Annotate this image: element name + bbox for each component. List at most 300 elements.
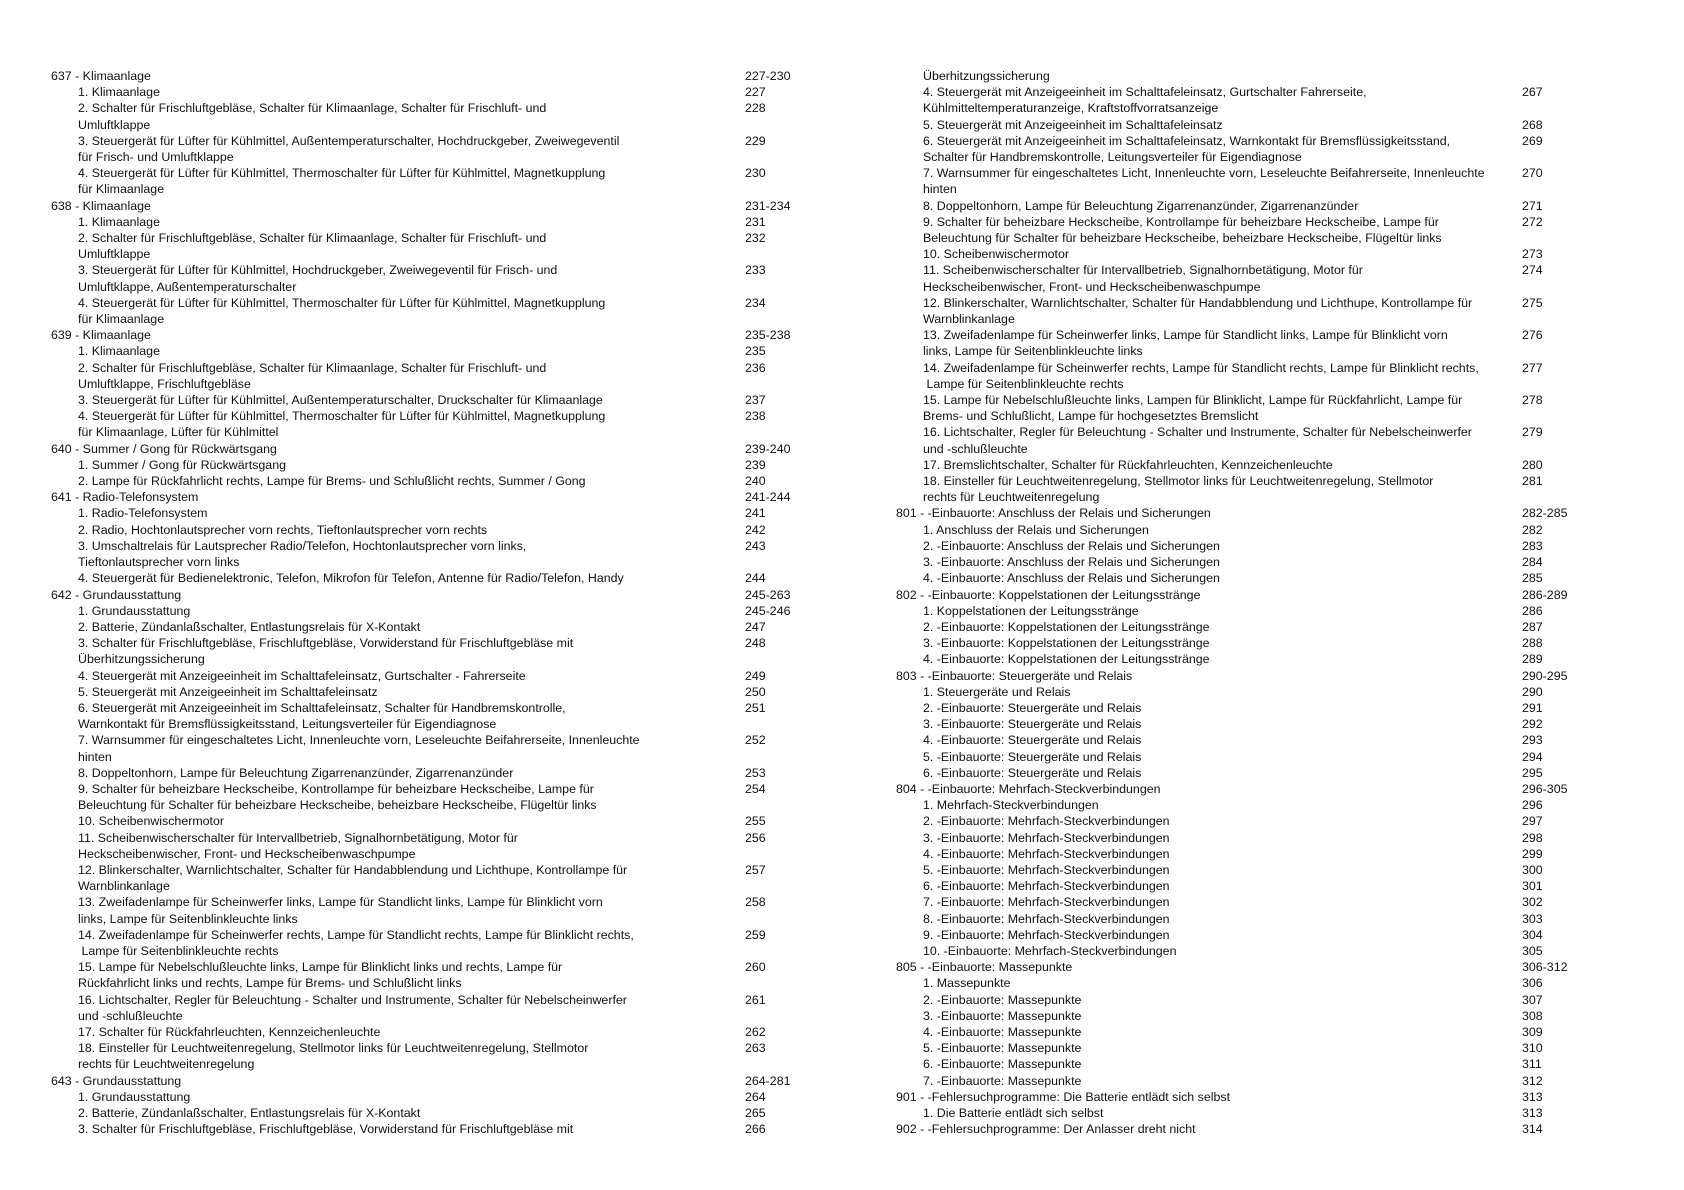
toc-entry-title: 3. -Einbauorte: Koppelstationen der Leitungsstränge — [923, 636, 1210, 651]
toc-subentry — [896, 894, 1636, 910]
toc-right-column — [896, 68, 1636, 1137]
toc-entry-title: 3. -Einbauorte: Massepunkte — [923, 1008, 1082, 1023]
toc-section-entry — [896, 959, 1636, 975]
toc-entry-pages: 239-240 — [745, 441, 791, 456]
toc-subentry — [51, 570, 811, 586]
toc-entry-title: 5. -Einbauorte: Steuergeräte und Relais — [923, 749, 1142, 764]
toc-entry-pages: 306 — [1522, 976, 1543, 991]
toc-subentry — [896, 424, 1636, 456]
toc-subentry — [896, 327, 1636, 359]
toc-subentry — [51, 262, 811, 294]
toc-subentry — [51, 392, 811, 408]
toc-entry-title: 1. Koppelstationen der Leitungsstränge — [923, 603, 1139, 618]
toc-entry-pages: 269 — [1522, 133, 1543, 148]
toc-subentry — [896, 570, 1636, 586]
toc-entry-pages: 261 — [745, 992, 766, 1007]
toc-entry-title: 8. Doppeltonhorn, Lampe für Beleuchtung Zigarrenanzünder, Zigarrenanzünder — [78, 765, 514, 780]
toc-subentry — [51, 473, 811, 489]
toc-subentry — [896, 1040, 1636, 1056]
toc-subentry — [896, 975, 1636, 991]
toc-entry-pages: 273 — [1522, 247, 1543, 262]
toc-subentry — [896, 684, 1636, 700]
toc-entry-pages: 297 — [1522, 814, 1543, 829]
toc-entry-pages: 251 — [745, 700, 766, 715]
toc-entry-title: 802 - -Einbauorte: Koppelstationen der Leitungsstränge — [896, 587, 1201, 602]
toc-entry-title: 10. Scheibenwischermotor — [923, 247, 1070, 262]
toc-entry-pages: 302 — [1522, 895, 1543, 910]
toc-section-entry — [51, 489, 811, 505]
toc-entry-title: 1. Grundausstattung — [78, 603, 191, 618]
toc-entry-title: 639 - Klimaanlage — [51, 328, 151, 343]
toc-subentry — [51, 343, 811, 359]
toc-entry-pages: 266 — [745, 1122, 766, 1137]
toc-entry-title: 16. Lichtschalter, Regler für Beleuchtung - Schalter und Instrumente, Schalter für Nebelscheinwerfer und -schlußleuchte — [923, 425, 1472, 456]
toc-subentry — [51, 668, 811, 684]
toc-entry-title: 1. Klimaanlage — [78, 214, 160, 229]
toc-entry-pages: 231 — [745, 214, 766, 229]
toc-subentry — [51, 408, 811, 440]
toc-entry-title: 4. Steuergerät für Lüfter für Kühlmittel, Thermoschalter für Lüfter für Kühlmittel, Magnetkupplung für Klimaanlage, Lüfter für Kühlmittel — [78, 409, 606, 440]
toc-subentry — [896, 1105, 1636, 1121]
toc-entry-pages: 240 — [745, 474, 766, 489]
toc-entry-pages: 274 — [1522, 263, 1543, 278]
toc-entry-title: 637 - Klimaanlage — [51, 69, 151, 83]
toc-entry-title: 9. Schalter für beheizbare Heckscheibe, Kontrollampe für beheizbare Heckscheibe, Lampe für Beleuchtung für Schalter für beheizbare Heckscheibe, beheizbare Heckscheibe, Flügeltür links — [78, 781, 597, 813]
toc-subentry — [896, 473, 1636, 505]
toc-entry-title: 2. -Einbauorte: Massepunkte — [923, 992, 1082, 1007]
toc-entry-pages: 249 — [745, 668, 766, 683]
toc-entry-pages: 286-289 — [1522, 587, 1568, 602]
toc-subentry — [896, 846, 1636, 862]
toc-entry-pages: 280 — [1522, 457, 1543, 472]
toc-subentry — [896, 943, 1636, 959]
toc-entry-title: 18. Einsteller für Leuchtweitenregelung, Stellmotor links für Leuchtweitenregelung, Stellmotor rechts für Leuchtweitenregelung — [923, 474, 1434, 505]
toc-subentry — [51, 538, 811, 570]
toc-subentry — [896, 84, 1636, 116]
toc-entry-pages: 294 — [1522, 749, 1543, 764]
toc-subentry — [896, 1008, 1636, 1024]
toc-entry-pages: 245-246 — [745, 603, 791, 618]
toc-entry-pages: 312 — [1522, 1073, 1543, 1088]
toc-entry-title: 3. Schalter für Frischluftgebläse, Frischluftgebläse, Vorwiderstand für Frischluftgebläse mit — [78, 1122, 574, 1137]
toc-subentry — [896, 554, 1636, 570]
toc-entry-pages: 295 — [1522, 765, 1543, 780]
toc-subentry — [896, 165, 1636, 197]
toc-entry-title: 10. Scheibenwischermotor — [78, 814, 225, 829]
toc-entry-title: 2. Batterie, Zündanlaßschalter, Entlastungsrelais für X-Kontakt — [78, 619, 421, 634]
toc-subentry — [51, 1024, 811, 1040]
toc-entry-pages: 244 — [745, 571, 766, 586]
toc-entry-pages: 228 — [745, 101, 766, 116]
toc-entry-pages: 282-285 — [1522, 506, 1568, 521]
toc-subentry — [51, 635, 811, 667]
toc-subentry — [896, 603, 1636, 619]
toc-entry-pages: 235 — [745, 344, 766, 359]
toc-section-entry — [896, 1121, 1636, 1137]
toc-entry-title: 2. Radio, Hochtonlautsprecher vorn rechts, Tieftonlautsprecher vorn rechts — [78, 522, 488, 537]
toc-entry-title: 3. Schalter für Frischluftgebläse, Frischluftgebläse, Vorwiderstand für Frischluftgebläse mit Überhitzungssicherung — [78, 636, 574, 667]
toc-entry-pages: 307 — [1522, 992, 1543, 1007]
toc-entry-pages: 289 — [1522, 652, 1543, 667]
toc-subentry — [51, 1040, 811, 1072]
toc-entry-title: 6. -Einbauorte: Steuergeräte und Relais — [923, 765, 1142, 780]
toc-entry-pages: 259 — [745, 927, 766, 942]
toc-entry-title: 640 - Summer / Gong für Rückwärtsgang — [51, 441, 277, 456]
toc-subentry — [896, 522, 1636, 538]
toc-entry-pages: 270 — [1522, 166, 1543, 181]
toc-entry-pages: 247 — [745, 619, 766, 634]
toc-entry-title: Überhitzungssicherung — [923, 69, 1050, 83]
toc-subentry — [51, 619, 811, 635]
toc-entry-title: 3. -Einbauorte: Anschluss der Relais und Sicherungen — [923, 555, 1220, 570]
toc-entry-title: 804 - -Einbauorte: Mehrfach-Steckverbindungen — [896, 781, 1161, 796]
toc-section-entry — [896, 1089, 1636, 1105]
toc-entry-pages: 313 — [1522, 1106, 1543, 1120]
toc-entry-title: 5. -Einbauorte: Massepunkte — [923, 1041, 1082, 1056]
toc-entry-title: 3. Steuergerät für Lüfter für Kühlmittel, Außentemperaturschalter, Druckschalter für Klimaanlage — [78, 393, 603, 408]
toc-entry-title: 16. Lichtschalter, Regler für Beleuchtung - Schalter und Instrumente, Schalter für Nebelscheinwerfer und -schlußleuchte — [78, 992, 627, 1023]
toc-subentry — [896, 538, 1636, 554]
toc-entry-pages: 275 — [1522, 295, 1543, 310]
toc-entry-title: 13. Zweifadenlampe für Scheinwerfer links, Lampe für Standlicht links, Lampe für Blinklicht vorn links, Lampe für Seitenblinkleuchte links — [78, 895, 603, 926]
toc-subentry — [896, 214, 1636, 246]
toc-entry-title: 17. Schalter für Rückfahrleuchten, Kennzeichenleuchte — [78, 1024, 381, 1039]
toc-entry-title: 902 - -Fehlersuchprogramme: Der Anlasser dreht nicht — [896, 1122, 1196, 1137]
toc-subentry — [51, 765, 811, 781]
toc-entry-pages: 310 — [1522, 1041, 1543, 1056]
toc-entry-title: 3. Steuergerät für Lüfter für Kühlmittel, Hochdruckgeber, Zweiwegeventil für Frisch- und Umluftklappe, Außentemperaturschalter — [78, 263, 558, 294]
toc-entry-title: 14. Zweifadenlampe für Scheinwerfer rechts, Lampe für Standlicht rechts, Lampe für Blinklicht rechts, Lampe für Seitenblinkleuchte rechts — [923, 360, 1479, 391]
toc-entry-pages: 227 — [745, 85, 766, 100]
toc-subentry — [51, 100, 811, 132]
toc-entry-pages: 230 — [745, 166, 766, 181]
toc-subentry — [896, 716, 1636, 732]
toc-entry-pages: 262 — [745, 1024, 766, 1039]
toc-section-entry — [51, 1073, 811, 1089]
toc-entry-pages: 292 — [1522, 717, 1543, 732]
toc-entry-title: 3. Umschaltrelais für Lautsprecher Radio/Telefon, Hochtonlautsprecher vorn links, Tieftonlautsprecher vorn links — [78, 538, 527, 570]
toc-subentry — [896, 360, 1636, 392]
toc-entry-title: 4. -Einbauorte: Massepunkte — [923, 1024, 1082, 1039]
toc-subentry — [51, 830, 811, 862]
toc-entry-title: 12. Blinkerschalter, Warnlichtschalter, Schalter für Handabblendung und Lichthupe, Kontrollampe für Warnblinkanlage — [78, 862, 628, 894]
toc-section-entry — [51, 441, 811, 457]
toc-entry-pages: 241-244 — [745, 490, 791, 505]
toc-entry-title: 7. Warnsummer für eingeschaltetes Licht, Innenleuchte vorn, Leseleuchte Beifahrerseite, Innenleuchte hinten — [923, 166, 1485, 197]
toc-entry-title: 1. Anschluss der Relais und Sicherungen — [923, 522, 1149, 537]
toc-subentry — [896, 797, 1636, 813]
toc-subentry — [51, 84, 811, 100]
toc-entry-pages: 257 — [745, 862, 766, 877]
toc-subentry — [896, 651, 1636, 667]
toc-entry-pages: 234 — [745, 295, 766, 310]
toc-section-entry — [896, 587, 1636, 603]
toc-entry-title: 12. Blinkerschalter, Warnlichtschalter, Schalter für Handabblendung und Lichthupe, Kontrollampe für Warnblinkanlage — [923, 295, 1473, 327]
toc-entry-pages: 293 — [1522, 733, 1543, 748]
toc-entry-title: 15. Lampe für Nebelschlußleuchte links, Lampen für Blinklicht, Lampe für Rückfahrlicht, Lampe für Brems- und Schlußlicht, Lampe für hochgesetztes Bremslicht — [923, 393, 1463, 424]
toc-entry-pages: 309 — [1522, 1024, 1543, 1039]
toc-subentry — [51, 1089, 811, 1105]
toc-entry-pages: 258 — [745, 895, 766, 910]
toc-entry-title: 14. Zweifadenlampe für Scheinwerfer rechts, Lampe für Standlicht rechts, Lampe für Blinklicht rechts, Lampe für Seitenblinkleuchte rechts — [78, 927, 634, 958]
toc-subentry — [51, 360, 811, 392]
toc-entry-title: 15. Lampe für Nebelschlußleuchte links, Lampe für Blinklicht links und rechts, Lampe für Rückfahrlicht links und rechts, Lampe für Brems- und Schlußlicht links — [78, 960, 563, 991]
toc-entry-pages: 296 — [1522, 798, 1543, 813]
toc-entry-pages: 281 — [1522, 474, 1543, 489]
toc-entry-pages: 279 — [1522, 425, 1543, 440]
toc-entry-title: 3. Steuergerät für Lüfter für Kühlmittel, Außentemperaturschalter, Hochdruckgeber, Zweiwegeventil für Frisch- und Umluftklappe — [78, 133, 620, 165]
toc-entry-pages: 304 — [1522, 927, 1543, 942]
toc-entry-title: 6. -Einbauorte: Massepunkte — [923, 1057, 1082, 1072]
toc-subentry — [896, 765, 1636, 781]
toc-entry-pages: 283 — [1522, 538, 1543, 553]
toc-entry-title: 1. Grundausstattung — [78, 1089, 191, 1104]
toc-entry-pages: 233 — [745, 263, 766, 278]
toc-entry-title: 2. -Einbauorte: Koppelstationen der Leitungsstränge — [923, 619, 1210, 634]
toc-entry-title: 4. Steuergerät mit Anzeigeeinheit im Schalttafeleinsatz, Gurtschalter Fahrerseite, Kühlmitteltemperaturanzeige, Kraftstoffvorratsanzeige — [923, 85, 1367, 116]
toc-entry-pages: 311 — [1522, 1057, 1542, 1072]
toc-subentry — [51, 684, 811, 700]
toc-entry-title: 7. -Einbauorte: Massepunkte — [923, 1073, 1082, 1088]
toc-subentry — [896, 392, 1636, 424]
toc-entry-title: 2. Schalter für Frischluftgebläse, Schalter für Klimaanlage, Schalter für Frischluft- und Umluftklappe — [78, 101, 547, 132]
toc-entry-pages: 243 — [745, 538, 766, 553]
toc-entry-title: 1. Massepunkte — [923, 976, 1011, 991]
toc-entry-title: 18. Einsteller für Leuchtweitenregelung, Stellmotor links für Leuchtweitenregelung, Stellmotor rechts für Leuchtweitenregelung — [78, 1041, 589, 1072]
toc-entry-pages: 255 — [745, 814, 766, 829]
toc-subentry — [896, 878, 1636, 894]
toc-section-entry — [896, 781, 1636, 797]
toc-subentry — [51, 133, 811, 165]
toc-entry-pages: 284 — [1522, 555, 1543, 570]
toc-entry-title: 2. -Einbauorte: Anschluss der Relais und Sicherungen — [923, 538, 1220, 553]
toc-entry-pages: 242 — [745, 522, 766, 537]
toc-entry-title: 642 - Grundausstattung — [51, 587, 182, 602]
toc-entry-title: 1. Summer / Gong für Rückwärtsgang — [78, 457, 286, 472]
toc-entry-pages: 241 — [745, 506, 766, 521]
toc-subentry — [896, 992, 1636, 1008]
toc-entry-title: 805 - -Einbauorte: Massepunkte — [896, 960, 1073, 975]
toc-subentry — [896, 1056, 1636, 1072]
toc-entry-pages: 314 — [1522, 1122, 1543, 1137]
toc-entry-title: 2. Lampe für Rückfahrlicht rechts, Lampe für Brems- und Schlußlicht rechts, Summer / Gong — [78, 474, 586, 489]
toc-entry-pages: 306-312 — [1522, 960, 1568, 975]
toc-subentry — [896, 830, 1636, 846]
toc-subentry — [51, 862, 811, 894]
toc-entry-title: 5. Steuergerät mit Anzeigeeinheit im Schalttafeleinsatz — [78, 684, 378, 699]
toc-entry-pages: 271 — [1522, 198, 1543, 213]
toc-subentry — [896, 117, 1636, 133]
toc-entry-pages: 248 — [745, 636, 766, 651]
toc-subentry — [896, 813, 1636, 829]
toc-entry-title: 5. -Einbauorte: Mehrfach-Steckverbindungen — [923, 862, 1170, 877]
toc-subentry — [51, 1105, 811, 1121]
toc-entry-pages: 286 — [1522, 603, 1543, 618]
toc-entry-title: 5. Steuergerät mit Anzeigeeinheit im Schalttafeleinsatz — [923, 117, 1223, 132]
toc-entry-title: 2. -Einbauorte: Mehrfach-Steckverbindungen — [923, 814, 1170, 829]
toc-subentry — [896, 457, 1636, 473]
toc-subentry — [896, 700, 1636, 716]
toc-subentry — [51, 781, 811, 813]
toc-entry-title: 1. Mehrfach-Steckverbindungen — [923, 798, 1099, 813]
toc-entry-pages: 287 — [1522, 619, 1543, 634]
toc-entry-title: 10. -Einbauorte: Mehrfach-Steckverbindungen — [923, 943, 1177, 958]
toc-entry-title: 7. Warnsummer für eingeschaltetes Licht, Innenleuchte vorn, Leseleuchte Beifahrerseite, Innenleuchte hinten — [78, 733, 640, 764]
toc-entry-pages: 238 — [745, 409, 766, 424]
toc-entry-title: 9. Schalter für beheizbare Heckscheibe, Kontrollampe für beheizbare Heckscheibe, Lampe für Beleuchtung für Schalter für beheizbare Heckscheibe, beheizbare Heckscheibe, Flügeltür links — [923, 214, 1442, 246]
toc-subentry — [896, 635, 1636, 651]
toc-subentry — [896, 862, 1636, 878]
toc-entry-title: 4. -Einbauorte: Mehrfach-Steckverbindungen — [923, 846, 1170, 861]
toc-entry-title: 4. Steuergerät für Lüfter für Kühlmittel, Thermoschalter für Lüfter für Kühlmittel, Magnetkupplung für Klimaanlage — [78, 295, 606, 327]
toc-entry-pages: 253 — [745, 765, 766, 780]
toc-entry-pages: 254 — [745, 781, 766, 796]
toc-subentry — [51, 603, 811, 619]
toc-subentry — [51, 700, 811, 732]
toc-entry-pages: 268 — [1522, 117, 1543, 132]
toc-subentry — [51, 1121, 811, 1137]
toc-entry-pages: 231-234 — [745, 198, 791, 213]
toc-entry-title: 1. Klimaanlage — [78, 85, 160, 100]
toc-entry-title: 7. -Einbauorte: Mehrfach-Steckverbindungen — [923, 895, 1170, 910]
toc-entry-pages: 291 — [1522, 700, 1543, 715]
toc-left-column — [51, 68, 811, 1137]
toc-section-entry — [51, 68, 811, 84]
toc-entry-title: 4. -Einbauorte: Koppelstationen der Leitungsstränge — [923, 652, 1210, 667]
toc-entry-pages: 282 — [1522, 522, 1543, 537]
toc-entry-title: 2. Schalter für Frischluftgebläse, Schalter für Klimaanlage, Schalter für Frischluft- und Umluftklappe — [78, 231, 547, 262]
toc-entry-title: 2. Batterie, Zündanlaßschalter, Entlastungsrelais für X-Kontakt — [78, 1106, 421, 1120]
toc-entry-pages: 296-305 — [1522, 781, 1568, 796]
toc-entry-pages: 301 — [1522, 879, 1543, 894]
toc-entry-pages: 265 — [745, 1106, 766, 1120]
toc-entry-pages: 277 — [1522, 360, 1543, 375]
toc-subentry — [51, 505, 811, 521]
toc-subentry — [51, 165, 811, 197]
toc-entry-pages: 267 — [1522, 85, 1543, 100]
toc-entry-title: 13. Zweifadenlampe für Scheinwerfer links, Lampe für Standlicht links, Lampe für Blinklicht vorn links, Lampe für Seitenblinkleuchte links — [923, 328, 1448, 359]
toc-section-entry — [51, 198, 811, 214]
toc-entry-pages: 300 — [1522, 862, 1543, 877]
toc-entry-title: 4. Steuergerät für Bedienelektronic, Telefon, Mikrofon für Telefon, Antenne für Radio/Telefon, Handy — [78, 571, 624, 586]
toc-entry-title: 803 - -Einbauorte: Steuergeräte und Relais — [896, 668, 1133, 683]
toc-entry-pages: 305 — [1522, 943, 1543, 958]
toc-entry-pages: 303 — [1522, 911, 1543, 926]
toc-entry-pages: 227-230 — [745, 69, 791, 83]
toc-entry-pages: 278 — [1522, 393, 1543, 408]
toc-entry-title: 801 - -Einbauorte: Anschluss der Relais und Sicherungen — [896, 506, 1211, 521]
toc-subentry — [51, 992, 811, 1024]
toc-section-entry — [896, 668, 1636, 684]
toc-entry-title: 638 - Klimaanlage — [51, 198, 151, 213]
toc-entry-pages: 235-238 — [745, 328, 791, 343]
toc-entry-pages: 260 — [745, 960, 766, 975]
toc-entry-title: 901 - -Fehlersuchprogramme: Die Batterie entlädt sich selbst — [896, 1089, 1231, 1104]
toc-entry-title: 641 - Radio-Telefonsystem — [51, 490, 199, 505]
toc-entry-pages: 250 — [745, 684, 766, 699]
toc-entry-title: 8. -Einbauorte: Mehrfach-Steckverbindungen — [923, 911, 1170, 926]
toc-entry-title: 1. Steuergeräte und Relais — [923, 684, 1071, 699]
toc-entry-title: 8. Doppeltonhorn, Lampe für Beleuchtung Zigarrenanzünder, Zigarrenanzünder — [923, 198, 1359, 213]
toc-entry-pages: 263 — [745, 1041, 766, 1056]
toc-subentry — [896, 1073, 1636, 1089]
toc-entry-title: 4. -Einbauorte: Anschluss der Relais und Sicherungen — [923, 571, 1220, 586]
toc-subentry — [51, 522, 811, 538]
toc-entry-pages: 229 — [745, 133, 766, 148]
toc-subentry — [51, 732, 811, 764]
toc-entry-title: 4. -Einbauorte: Steuergeräte und Relais — [923, 733, 1142, 748]
toc-entry-title: 4. Steuergerät für Lüfter für Kühlmittel, Thermoschalter für Lüfter für Kühlmittel, Magnetkupplung für Klimaanlage — [78, 166, 606, 197]
toc-entry-pages: 276 — [1522, 328, 1543, 343]
toc-entry-pages: 245-263 — [745, 587, 791, 602]
toc-entry-pages: 232 — [745, 231, 766, 246]
toc-subentry — [896, 749, 1636, 765]
toc-subentry — [51, 457, 811, 473]
toc-entry-pages: 236 — [745, 360, 766, 375]
toc-entry-title: 4. Steuergerät mit Anzeigeeinheit im Schalttafeleinsatz, Gurtschalter - Fahrerseite — [78, 668, 526, 683]
toc-subentry — [51, 959, 811, 991]
toc-subentry — [896, 911, 1636, 927]
toc-entry-pages: 272 — [1522, 214, 1543, 229]
toc-entry-pages: 252 — [745, 733, 766, 748]
toc-subentry — [51, 927, 811, 959]
toc-entry-pages: 290 — [1522, 684, 1543, 699]
toc-entry-pages: 290-295 — [1522, 668, 1568, 683]
toc-entry-pages: 264 — [745, 1089, 766, 1104]
toc-subentry — [896, 619, 1636, 635]
toc-entry-pages: 285 — [1522, 571, 1543, 586]
toc-entry-title: 17. Bremslichtschalter, Schalter für Rückfahrleuchten, Kennzeichenleuchte — [923, 457, 1333, 472]
toc-entry-title: 6. Steuergerät mit Anzeigeeinheit im Schalttafeleinsatz, Schalter für Handbremskontrolle, Warnkontakt für Bremsflüssigkeitsstand, Leitungsverteiler für Eigendiagnose — [78, 700, 566, 732]
toc-entry-pages: 299 — [1522, 846, 1543, 861]
toc-section-entry — [896, 505, 1636, 521]
toc-entry-title: 6. -Einbauorte: Mehrfach-Steckverbindungen — [923, 879, 1170, 894]
toc-entry-title: 2. -Einbauorte: Steuergeräte und Relais — [923, 700, 1142, 715]
toc-entry-title: 1. Die Batterie entlädt sich selbst — [923, 1106, 1104, 1120]
toc-entry-pages: 256 — [745, 830, 766, 845]
toc-subentry — [896, 198, 1636, 214]
toc-entry-pages: 313 — [1522, 1089, 1543, 1104]
toc-subentry — [896, 246, 1636, 262]
toc-entry-title: 11. Scheibenwischerschalter für Intervallbetrieb, Signalhornbetätigung, Motor für Heckscheibenwischer, Front- und Heckscheibenwaschpumpe — [923, 263, 1363, 294]
toc-entry-title: 3. -Einbauorte: Steuergeräte und Relais — [923, 717, 1142, 732]
toc-entry-title: 11. Scheibenwischerschalter für Intervallbetrieb, Signalhornbetätigung, Motor für Heckscheibenwischer, Front- und Heckscheibenwaschpumpe — [78, 830, 518, 861]
toc-subentry — [896, 732, 1636, 748]
toc-entry-title: 1. Radio-Telefonsystem — [78, 506, 208, 521]
toc-subentry — [896, 295, 1636, 327]
toc-entry-pages: 237 — [745, 393, 766, 408]
toc-entry-pages: 288 — [1522, 636, 1543, 651]
toc-subentry — [51, 230, 811, 262]
toc-subentry — [896, 927, 1636, 943]
toc-entry-pages: 308 — [1522, 1008, 1543, 1023]
toc-entry-title: 1. Klimaanlage — [78, 344, 160, 359]
toc-section-entry — [51, 327, 811, 343]
toc-subentry — [51, 894, 811, 926]
toc-subentry — [896, 262, 1636, 294]
toc-entry-title: 9. -Einbauorte: Mehrfach-Steckverbindungen — [923, 927, 1170, 942]
toc-entry-pages: 264-281 — [745, 1073, 791, 1088]
toc-entry-title: 6. Steuergerät mit Anzeigeeinheit im Schalttafeleinsatz, Warnkontakt für Bremsflüssigkeitsstand, Schalter für Handbremskontrolle, Leitungsverteiler für Eigendiagnose — [923, 133, 1451, 165]
toc-entry-title: 643 - Grundausstattung — [51, 1073, 182, 1088]
toc-subentry — [51, 813, 811, 829]
toc-subentry — [51, 214, 811, 230]
toc-entry-pages: 298 — [1522, 830, 1543, 845]
toc-entry-pages: 239 — [745, 457, 766, 472]
toc-entry-title: 2. Schalter für Frischluftgebläse, Schalter für Klimaanlage, Schalter für Frischluft- und Umluftklappe, Frischluftgebläse — [78, 360, 547, 391]
toc-subentry — [896, 68, 1636, 84]
toc-subentry — [51, 295, 811, 327]
